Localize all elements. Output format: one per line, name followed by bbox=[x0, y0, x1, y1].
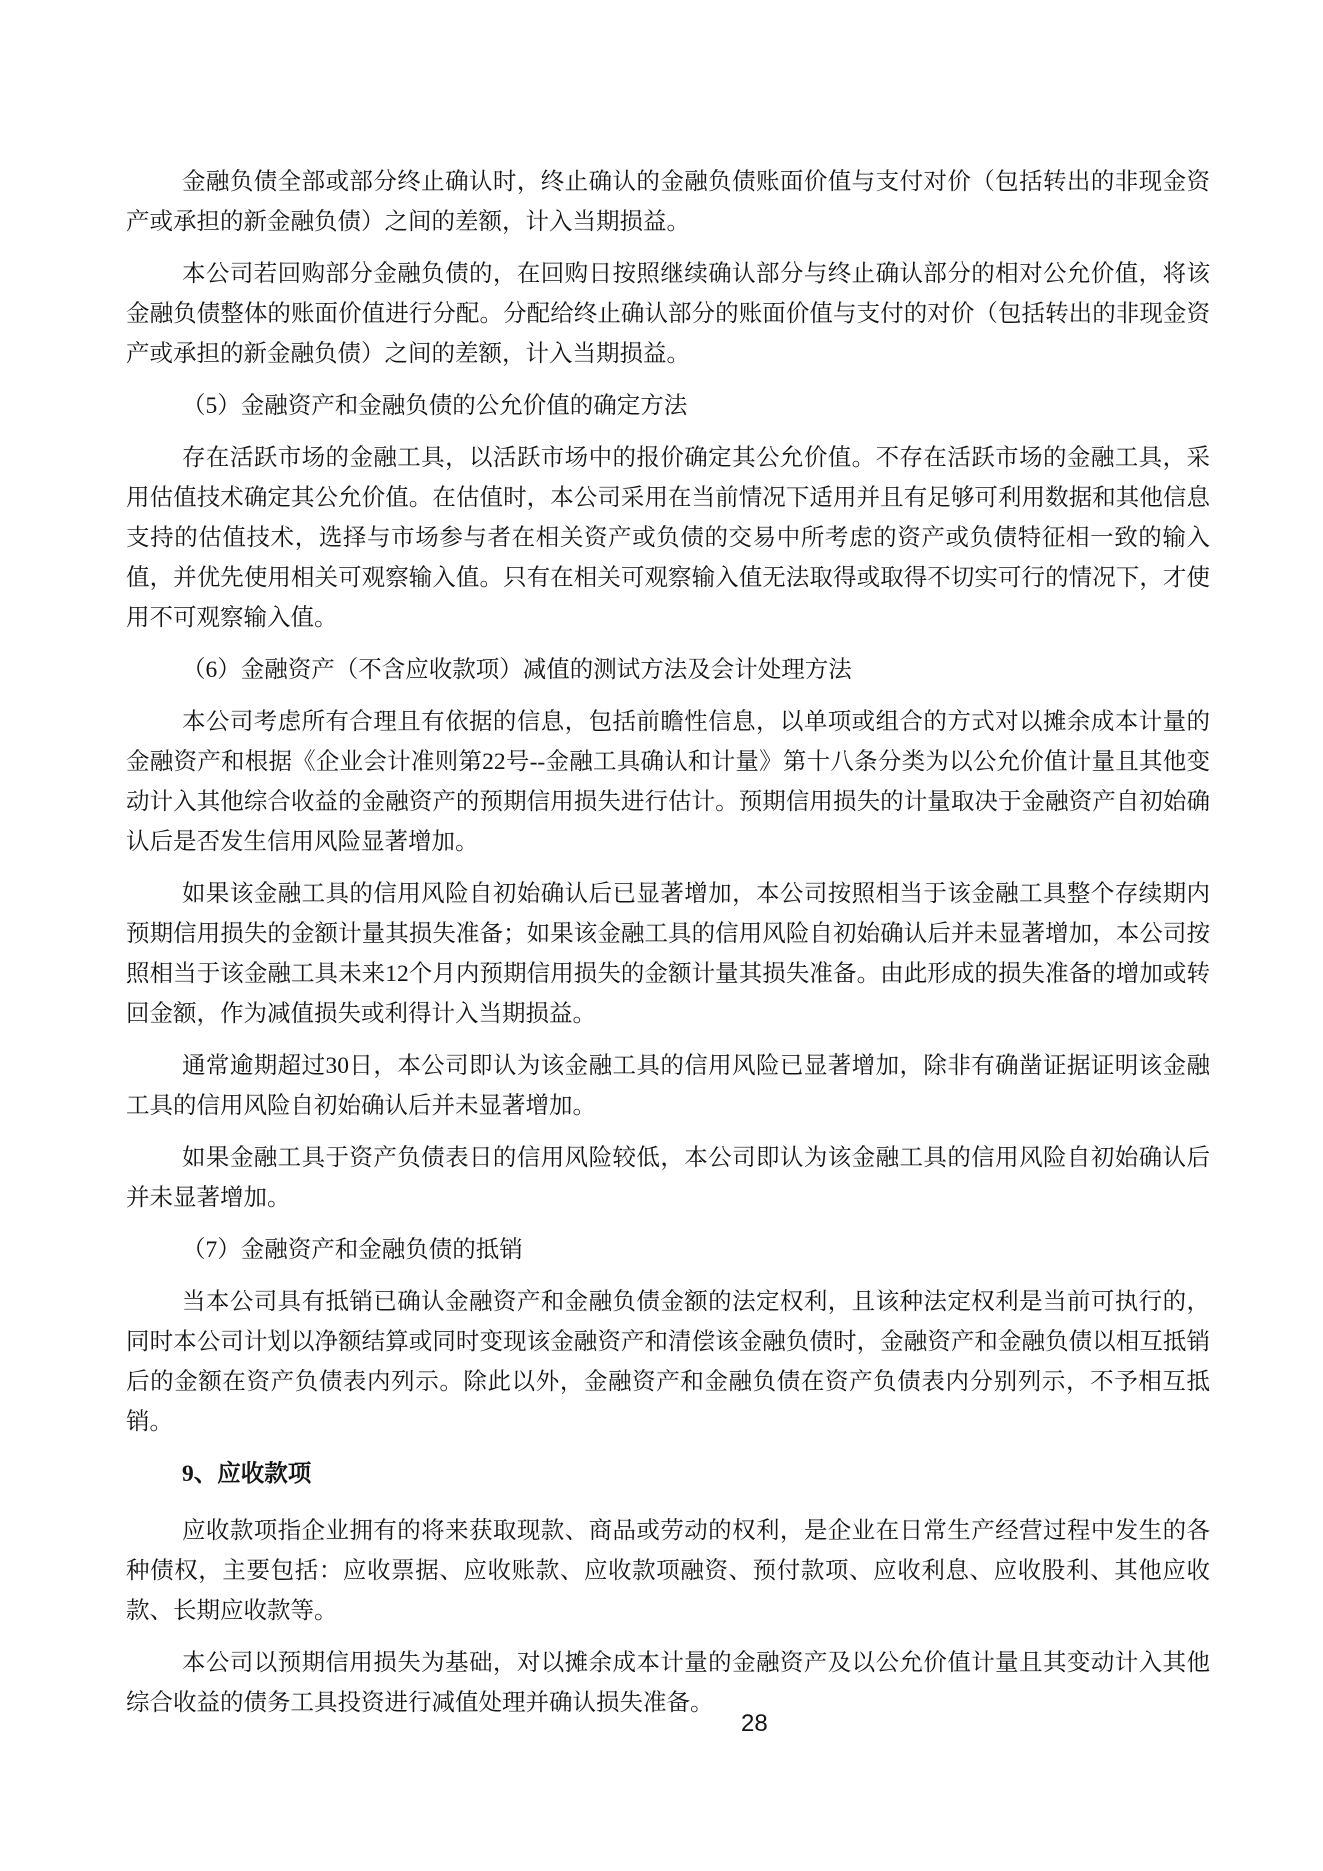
section-heading-9-receivables: 9、应收款项 bbox=[182, 1461, 312, 1487]
paragraph-low-credit-risk: 如果金融工具于资产负债表日的信用风险较低，本公司即认为该金融工具的信用风险自初始确认后并未显著增加。 bbox=[126, 1145, 1210, 1211]
paragraph-credit-risk-increase-measurement: 如果该金融工具的信用风险自初始确认后已显著增加，本公司按照相当于该金融工具整个存续期内预期信用损失的金额计量其损失准备；如果该金融工具的信用风险自初始确认后并未显著增加，本公司按照相当于该金融工具未来12个月内预期信用损失的金额计量其损失准备。由此形成的损失准备的增加或转回金额，作为减值损失或利得计入当期损益。 bbox=[126, 881, 1210, 1027]
paragraph-active-market-valuation: 存在活跃市场的金融工具，以活跃市场中的报价确定其公允价值。不存在活跃市场的金融工具，采用估值技术确定其公允价值。在估值时，本公司采用在当前情况下适用并且有足够可利用数据和其他信息支持的估值技术，选择与市场参与者在相关资产或负债的交易中所考虑的资产或负债特征相一致的输入值，并优先使用相关可观察输入值。只有在相关可观察输入值无法取得或取得不切实可行的情况下，才使用不可观察输入值。 bbox=[126, 445, 1210, 631]
section-heading-6-impairment-testing: （6）金融资产（不含应收款项）减值的测试方法及会计处理方法 bbox=[182, 657, 852, 683]
paragraph-expected-credit-loss-estimation: 本公司考虑所有合理且有依据的信息，包括前瞻性信息，以单项或组合的方式对以摊余成本计量的金融资产和根据《企业会计准则第22号--金融工具确认和计量》第十八条分类为以公允价值计量且其他变动计入其他综合收益的金融资产的预期信用损失进行估计。预期信用损失的计量取决于金融资产自初始确认后是否发生信用风险显著增加。 bbox=[126, 709, 1210, 855]
paragraph-receivables-definition: 应收款项指企业拥有的将来获取现款、商品或劳动的权利，是企业在日常生产经营过程中发生的各种债权，主要包括：应收票据、应收账款、应收款项融资、预付款项、应收利息、应收股利、其他应收款、长期应收款等。 bbox=[126, 1518, 1210, 1624]
section-heading-5-fair-value-method: （5）金融资产和金融负债的公允价值的确定方法 bbox=[182, 393, 688, 419]
paragraph-repurchase-allocation: 本公司若回购部分金融负债的，在回购日按照继续确认部分与终止确认部分的相对公允价值，将该金融负债整体的账面价值进行分配。分配给终止确认部分的账面价值与支付的对价（包括转出的非现金资产或承担的新金融负债）之间的差额，计入当期损益。 bbox=[126, 261, 1210, 367]
page-number: 28 bbox=[741, 1710, 768, 1737]
paragraph-financial-liability-derecognition: 金融负债全部或部分终止确认时，终止确认的金融负债账面价值与支付对价（包括转出的非现金资产或承担的新金融负债）之间的差额，计入当期损益。 bbox=[126, 169, 1210, 235]
paragraph-offsetting-rights: 当本公司具有抵销已确认金融资产和金融负债金额的法定权利，且该种法定权利是当前可执行的，同时本公司计划以净额结算或同时变现该金融资产和清偿该金融负债时，金融资产和金融负债以相互抵销后的金额在资产负债表内列示。除此以外，金融资产和金融负债在资产负债表内分别列示，不予相互抵销。 bbox=[126, 1289, 1210, 1435]
paragraph-receivables-impairment: 本公司以预期信用损失为基础，对以摊余成本计量的金融资产及以公允价值计量且其变动计入其他综合收益的债务工具投资进行减值处理并确认损失准备。 bbox=[126, 1650, 1210, 1716]
section-heading-7-offsetting: （7）金融资产和金融负债的抵销 bbox=[182, 1237, 523, 1263]
paragraph-overdue-30-days: 通常逾期超过30日，本公司即认为该金融工具的信用风险已显著增加，除非有确凿证据证明该金融工具的信用风险自初始确认后并未显著增加。 bbox=[126, 1053, 1210, 1119]
document-body bbox=[126, 162, 1210, 1723]
